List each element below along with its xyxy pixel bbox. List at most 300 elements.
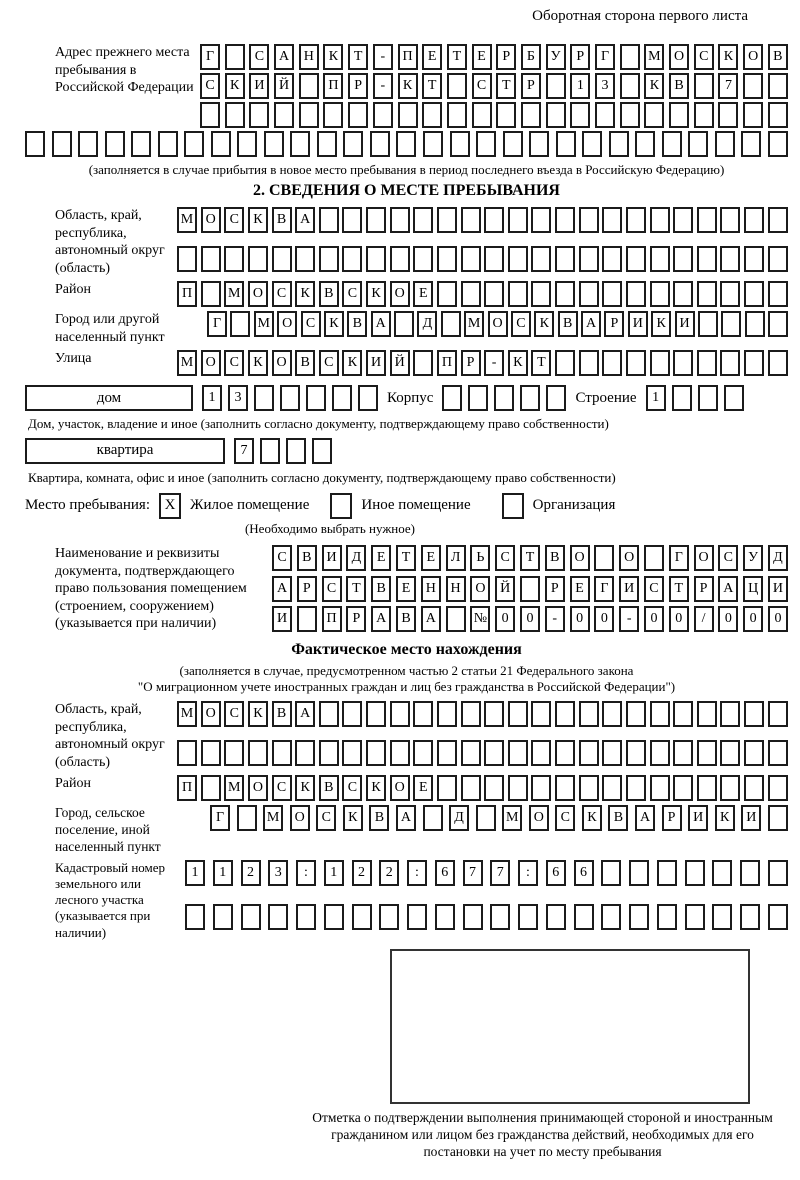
char-cell[interactable]: С: [272, 775, 292, 801]
char-cell[interactable]: О: [277, 311, 297, 337]
char-cell[interactable]: [697, 350, 717, 376]
char-cell[interactable]: И: [628, 311, 648, 337]
char-cell[interactable]: [248, 246, 268, 272]
char-cell[interactable]: Р: [346, 606, 366, 632]
char-cell[interactable]: М: [224, 281, 244, 307]
char-cell[interactable]: -: [619, 606, 639, 632]
char-cell[interactable]: [570, 102, 590, 128]
char-cell[interactable]: [555, 350, 575, 376]
char-cell[interactable]: [650, 740, 670, 766]
char-cell[interactable]: О: [390, 281, 410, 307]
char-cell[interactable]: Т: [669, 576, 689, 602]
char-cell[interactable]: [319, 701, 339, 727]
char-cell[interactable]: [413, 246, 433, 272]
char-cell[interactable]: М: [263, 805, 283, 831]
char-cell[interactable]: О: [570, 545, 590, 571]
char-cell[interactable]: [272, 740, 292, 766]
char-cell[interactable]: С: [272, 281, 292, 307]
char-cell[interactable]: [437, 740, 457, 766]
char-cell[interactable]: И: [366, 350, 386, 376]
char-cell[interactable]: [306, 385, 326, 411]
char-cell[interactable]: [601, 904, 621, 930]
char-cell[interactable]: [657, 860, 677, 886]
char-cell[interactable]: Г: [210, 805, 230, 831]
char-cell[interactable]: [531, 701, 551, 727]
char-cell[interactable]: В: [369, 805, 389, 831]
char-cell[interactable]: К: [366, 281, 386, 307]
char-cell[interactable]: [272, 246, 292, 272]
char-cell[interactable]: К: [366, 775, 386, 801]
char-cell[interactable]: А: [295, 207, 315, 233]
char-cell[interactable]: П: [437, 350, 457, 376]
char-cell[interactable]: [484, 740, 504, 766]
char-cell[interactable]: [715, 131, 735, 157]
char-cell[interactable]: [225, 102, 245, 128]
char-cell[interactable]: [342, 740, 362, 766]
char-cell[interactable]: В: [297, 545, 317, 571]
char-cell[interactable]: [579, 350, 599, 376]
char-cell[interactable]: [394, 311, 414, 337]
char-cell[interactable]: [657, 904, 677, 930]
char-cell[interactable]: [422, 102, 442, 128]
char-cell[interactable]: [268, 904, 288, 930]
char-cell[interactable]: [342, 207, 362, 233]
char-cell[interactable]: [508, 207, 528, 233]
char-cell[interactable]: Т: [348, 44, 368, 70]
char-cell[interactable]: [673, 740, 693, 766]
char-cell[interactable]: К: [248, 350, 268, 376]
char-cell[interactable]: [348, 102, 368, 128]
char-cell[interactable]: С: [301, 311, 321, 337]
char-cell[interactable]: [685, 904, 705, 930]
char-cell[interactable]: С: [342, 281, 362, 307]
char-cell[interactable]: [343, 131, 363, 157]
char-cell[interactable]: [437, 246, 457, 272]
char-cell[interactable]: [620, 102, 640, 128]
char-cell[interactable]: [312, 438, 332, 464]
char-cell[interactable]: :: [296, 860, 316, 886]
char-cell[interactable]: [494, 385, 514, 411]
char-cell[interactable]: Д: [346, 545, 366, 571]
char-cell[interactable]: [413, 207, 433, 233]
char-cell[interactable]: [768, 860, 788, 886]
char-cell[interactable]: И: [272, 606, 292, 632]
char-cell[interactable]: [768, 281, 788, 307]
char-cell[interactable]: 1: [213, 860, 233, 886]
char-cell[interactable]: [720, 740, 740, 766]
char-cell[interactable]: И: [688, 805, 708, 831]
char-cell[interactable]: [574, 904, 594, 930]
char-cell[interactable]: [52, 131, 72, 157]
char-cell[interactable]: [620, 44, 640, 70]
char-cell[interactable]: [531, 246, 551, 272]
char-cell[interactable]: 6: [574, 860, 594, 886]
char-cell[interactable]: В: [396, 606, 416, 632]
char-cell[interactable]: А: [371, 606, 391, 632]
char-cell[interactable]: [720, 350, 740, 376]
char-cell[interactable]: [629, 904, 649, 930]
char-cell[interactable]: [299, 73, 319, 99]
char-cell[interactable]: [484, 281, 504, 307]
char-cell[interactable]: [413, 350, 433, 376]
char-cell[interactable]: Г: [207, 311, 227, 337]
char-cell[interactable]: [698, 311, 718, 337]
char-cell[interactable]: [626, 207, 646, 233]
char-cell[interactable]: 7: [234, 438, 254, 464]
char-cell[interactable]: [446, 606, 466, 632]
char-cell[interactable]: М: [224, 775, 244, 801]
char-cell[interactable]: -: [545, 606, 565, 632]
char-cell[interactable]: [602, 246, 622, 272]
char-cell[interactable]: 0: [570, 606, 590, 632]
char-cell[interactable]: Н: [446, 576, 466, 602]
char-cell[interactable]: Н: [421, 576, 441, 602]
char-cell[interactable]: [476, 131, 496, 157]
char-cell[interactable]: [484, 775, 504, 801]
char-cell[interactable]: [720, 701, 740, 727]
char-cell[interactable]: А: [718, 576, 738, 602]
char-cell[interactable]: [529, 131, 549, 157]
char-cell[interactable]: С: [342, 775, 362, 801]
char-cell[interactable]: 2: [241, 860, 261, 886]
char-cell[interactable]: В: [558, 311, 578, 337]
char-cell[interactable]: К: [342, 350, 362, 376]
char-cell[interactable]: Е: [472, 44, 492, 70]
char-cell[interactable]: Е: [413, 281, 433, 307]
char-cell[interactable]: [158, 131, 178, 157]
char-cell[interactable]: [579, 246, 599, 272]
char-cell[interactable]: С: [224, 350, 244, 376]
char-cell[interactable]: А: [371, 311, 391, 337]
char-cell[interactable]: [295, 246, 315, 272]
char-cell[interactable]: 6: [435, 860, 455, 886]
char-cell[interactable]: 1: [324, 860, 344, 886]
char-cell[interactable]: В: [347, 311, 367, 337]
char-cell[interactable]: М: [177, 350, 197, 376]
char-cell[interactable]: [366, 246, 386, 272]
char-cell[interactable]: П: [322, 606, 342, 632]
char-cell[interactable]: [740, 904, 760, 930]
char-cell[interactable]: С: [495, 545, 515, 571]
char-cell[interactable]: [602, 701, 622, 727]
char-cell[interactable]: С: [272, 545, 292, 571]
char-cell[interactable]: [644, 545, 664, 571]
char-cell[interactable]: 0: [718, 606, 738, 632]
char-cell[interactable]: [461, 775, 481, 801]
char-cell[interactable]: Р: [461, 350, 481, 376]
char-cell[interactable]: [317, 131, 337, 157]
char-cell[interactable]: У: [743, 545, 763, 571]
char-cell[interactable]: Д: [768, 545, 788, 571]
char-cell[interactable]: [694, 102, 714, 128]
char-cell[interactable]: [673, 775, 693, 801]
char-cell[interactable]: 7: [463, 860, 483, 886]
char-cell[interactable]: [531, 281, 551, 307]
char-cell[interactable]: Р: [521, 73, 541, 99]
char-cell[interactable]: [131, 131, 151, 157]
char-cell[interactable]: [744, 246, 764, 272]
char-cell[interactable]: [201, 740, 221, 766]
char-cell[interactable]: [626, 775, 646, 801]
char-cell[interactable]: [673, 281, 693, 307]
char-cell[interactable]: О: [470, 576, 490, 602]
char-cell[interactable]: Й: [274, 73, 294, 99]
char-cell[interactable]: С: [718, 545, 738, 571]
char-cell[interactable]: С: [644, 576, 664, 602]
char-cell[interactable]: [740, 860, 760, 886]
char-cell[interactable]: [296, 904, 316, 930]
char-cell[interactable]: [390, 740, 410, 766]
char-cell[interactable]: Д: [417, 311, 437, 337]
checkbox-organization[interactable]: [502, 493, 524, 519]
char-cell[interactable]: [78, 131, 98, 157]
char-cell[interactable]: [741, 131, 761, 157]
char-cell[interactable]: С: [224, 701, 244, 727]
char-cell[interactable]: [556, 131, 576, 157]
char-cell[interactable]: [579, 207, 599, 233]
char-cell[interactable]: С: [316, 805, 336, 831]
char-cell[interactable]: И: [249, 73, 269, 99]
char-cell[interactable]: [520, 385, 540, 411]
char-cell[interactable]: К: [718, 44, 738, 70]
char-cell[interactable]: 2: [379, 860, 399, 886]
char-cell[interactable]: [609, 131, 629, 157]
char-cell[interactable]: [669, 102, 689, 128]
char-cell[interactable]: О: [743, 44, 763, 70]
char-cell[interactable]: У: [546, 44, 566, 70]
char-cell[interactable]: О: [201, 350, 221, 376]
char-cell[interactable]: И: [619, 576, 639, 602]
char-cell[interactable]: [546, 385, 566, 411]
char-cell[interactable]: [744, 350, 764, 376]
char-cell[interactable]: [626, 281, 646, 307]
char-cell[interactable]: С: [555, 805, 575, 831]
char-cell[interactable]: Г: [200, 44, 220, 70]
char-cell[interactable]: О: [248, 775, 268, 801]
char-cell[interactable]: 7: [718, 73, 738, 99]
char-cell[interactable]: [768, 102, 788, 128]
char-cell[interactable]: 2: [352, 860, 372, 886]
char-cell[interactable]: П: [177, 775, 197, 801]
char-cell[interactable]: [579, 775, 599, 801]
char-cell[interactable]: [768, 311, 788, 337]
char-cell[interactable]: Ц: [743, 576, 763, 602]
char-cell[interactable]: [521, 102, 541, 128]
char-cell[interactable]: И: [675, 311, 695, 337]
char-cell[interactable]: [626, 246, 646, 272]
char-cell[interactable]: 0: [768, 606, 788, 632]
char-cell[interactable]: Е: [371, 545, 391, 571]
char-cell[interactable]: [463, 904, 483, 930]
char-cell[interactable]: [744, 281, 764, 307]
char-cell[interactable]: М: [464, 311, 484, 337]
char-cell[interactable]: [546, 904, 566, 930]
char-cell[interactable]: [712, 904, 732, 930]
char-cell[interactable]: [744, 207, 764, 233]
char-cell[interactable]: Е: [413, 775, 433, 801]
char-cell[interactable]: [437, 701, 457, 727]
char-cell[interactable]: К: [651, 311, 671, 337]
char-cell[interactable]: К: [715, 805, 735, 831]
char-cell[interactable]: [555, 207, 575, 233]
char-cell[interactable]: [447, 102, 467, 128]
char-cell[interactable]: О: [290, 805, 310, 831]
char-cell[interactable]: О: [529, 805, 549, 831]
char-cell[interactable]: [274, 102, 294, 128]
char-cell[interactable]: [555, 246, 575, 272]
checkbox-residential[interactable]: X: [159, 493, 181, 519]
char-cell[interactable]: [177, 246, 197, 272]
char-cell[interactable]: М: [177, 207, 197, 233]
char-cell[interactable]: 3: [595, 73, 615, 99]
char-cell[interactable]: [555, 701, 575, 727]
char-cell[interactable]: [688, 131, 708, 157]
char-cell[interactable]: А: [396, 805, 416, 831]
char-cell[interactable]: [712, 860, 732, 886]
char-cell[interactable]: [472, 102, 492, 128]
char-cell[interactable]: [508, 246, 528, 272]
char-cell[interactable]: О: [272, 350, 292, 376]
char-cell[interactable]: К: [398, 73, 418, 99]
char-cell[interactable]: И: [322, 545, 342, 571]
char-cell[interactable]: [237, 805, 257, 831]
char-cell[interactable]: [213, 904, 233, 930]
char-cell[interactable]: 1: [646, 385, 666, 411]
char-cell[interactable]: [254, 385, 274, 411]
char-cell[interactable]: В: [319, 281, 339, 307]
char-cell[interactable]: [508, 740, 528, 766]
char-cell[interactable]: [744, 740, 764, 766]
char-cell[interactable]: К: [295, 775, 315, 801]
char-cell[interactable]: [324, 904, 344, 930]
char-cell[interactable]: [595, 102, 615, 128]
char-cell[interactable]: -: [484, 350, 504, 376]
char-cell[interactable]: [484, 701, 504, 727]
char-cell[interactable]: [105, 131, 125, 157]
char-cell[interactable]: [437, 207, 457, 233]
char-cell[interactable]: [323, 102, 343, 128]
char-cell[interactable]: [484, 207, 504, 233]
char-cell[interactable]: [413, 701, 433, 727]
char-cell[interactable]: [437, 281, 457, 307]
char-cell[interactable]: О: [201, 701, 221, 727]
char-cell[interactable]: [768, 207, 788, 233]
char-cell[interactable]: [476, 805, 496, 831]
char-cell[interactable]: [745, 311, 765, 337]
char-cell[interactable]: /: [694, 606, 714, 632]
char-cell[interactable]: [461, 246, 481, 272]
char-cell[interactable]: [450, 131, 470, 157]
char-cell[interactable]: Е: [422, 44, 442, 70]
checkbox-other-premises[interactable]: [330, 493, 352, 519]
char-cell[interactable]: [768, 350, 788, 376]
char-cell[interactable]: Е: [421, 545, 441, 571]
char-cell[interactable]: [211, 131, 231, 157]
char-cell[interactable]: [390, 701, 410, 727]
char-cell[interactable]: [724, 385, 744, 411]
char-cell[interactable]: [398, 102, 418, 128]
char-cell[interactable]: В: [295, 350, 315, 376]
char-cell[interactable]: [626, 740, 646, 766]
char-cell[interactable]: [768, 131, 788, 157]
char-cell[interactable]: О: [488, 311, 508, 337]
char-cell[interactable]: С: [200, 73, 220, 99]
char-cell[interactable]: А: [274, 44, 294, 70]
char-cell[interactable]: [286, 438, 306, 464]
char-cell[interactable]: [177, 740, 197, 766]
char-cell[interactable]: [241, 904, 261, 930]
char-cell[interactable]: -: [373, 73, 393, 99]
char-cell[interactable]: :: [518, 860, 538, 886]
char-cell[interactable]: Е: [570, 576, 590, 602]
char-cell[interactable]: К: [225, 73, 245, 99]
char-cell[interactable]: [319, 246, 339, 272]
char-cell[interactable]: [441, 311, 461, 337]
char-cell[interactable]: [650, 281, 670, 307]
char-cell[interactable]: [484, 246, 504, 272]
char-cell[interactable]: Т: [531, 350, 551, 376]
char-cell[interactable]: [366, 701, 386, 727]
char-cell[interactable]: О: [619, 545, 639, 571]
char-cell[interactable]: [650, 350, 670, 376]
char-cell[interactable]: С: [249, 44, 269, 70]
char-cell[interactable]: [644, 102, 664, 128]
char-cell[interactable]: -: [373, 44, 393, 70]
char-cell[interactable]: [602, 775, 622, 801]
char-cell[interactable]: [721, 311, 741, 337]
char-cell[interactable]: 1: [202, 385, 222, 411]
char-cell[interactable]: [685, 860, 705, 886]
char-cell[interactable]: Т: [346, 576, 366, 602]
char-cell[interactable]: 0: [669, 606, 689, 632]
char-cell[interactable]: С: [511, 311, 531, 337]
char-cell[interactable]: [602, 281, 622, 307]
char-cell[interactable]: [626, 701, 646, 727]
char-cell[interactable]: [694, 73, 714, 99]
char-cell[interactable]: [249, 102, 269, 128]
char-cell[interactable]: [508, 281, 528, 307]
char-cell[interactable]: [461, 207, 481, 233]
char-cell[interactable]: О: [201, 207, 221, 233]
char-cell[interactable]: [582, 131, 602, 157]
char-cell[interactable]: :: [407, 860, 427, 886]
char-cell[interactable]: Д: [449, 805, 469, 831]
char-cell[interactable]: 1: [185, 860, 205, 886]
char-cell[interactable]: [546, 102, 566, 128]
char-cell[interactable]: Л: [446, 545, 466, 571]
char-cell[interactable]: С: [319, 350, 339, 376]
char-cell[interactable]: Й: [390, 350, 410, 376]
char-cell[interactable]: Т: [422, 73, 442, 99]
char-cell[interactable]: Т: [447, 44, 467, 70]
char-cell[interactable]: 7: [490, 860, 510, 886]
char-cell[interactable]: [299, 102, 319, 128]
char-cell[interactable]: [720, 281, 740, 307]
char-cell[interactable]: М: [502, 805, 522, 831]
char-cell[interactable]: [601, 860, 621, 886]
char-cell[interactable]: [635, 131, 655, 157]
char-cell[interactable]: [768, 73, 788, 99]
char-cell[interactable]: [518, 904, 538, 930]
char-cell[interactable]: [768, 904, 788, 930]
char-cell[interactable]: [201, 775, 221, 801]
char-cell[interactable]: [602, 350, 622, 376]
char-cell[interactable]: О: [669, 44, 689, 70]
char-cell[interactable]: [673, 207, 693, 233]
char-cell[interactable]: [264, 131, 284, 157]
char-cell[interactable]: [743, 73, 763, 99]
char-cell[interactable]: [626, 350, 646, 376]
